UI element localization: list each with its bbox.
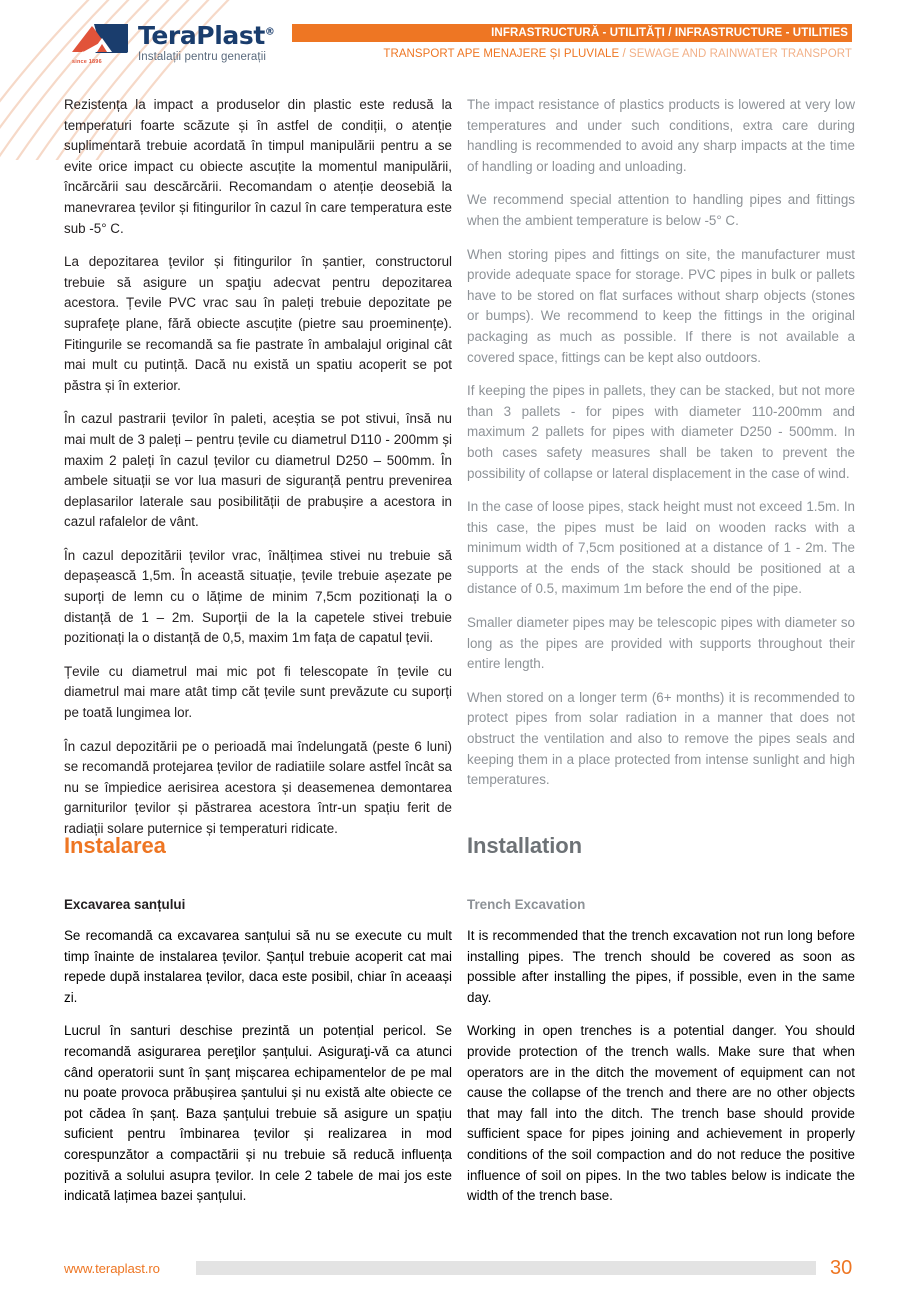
banner-subtitle-en: SEWAGE AND RAINWATER TRANSPORT — [628, 48, 852, 60]
logo-wordmark — [138, 23, 275, 48]
section-installation-english — [467, 833, 855, 1207]
logo-tagline: Instalații pentru generații — [138, 51, 266, 63]
teraplast-logo — [72, 22, 275, 64]
paragraph: Țevile cu diametrul mai mic pot fi telescopate în țevile cu diametrul mai mare atât timp căt țevile sunt prevăzute cu suporți pe toată lungimea lor. — [64, 663, 452, 721]
banner-title-bar — [292, 24, 852, 42]
teraplast-logo-mark-icon — [72, 22, 130, 64]
page-header — [0, 0, 920, 80]
paragraph: În cazul pastrarii țevilor în paleti, aceștia se pot stivui, însă nu mai mult de 3 paleți – pentru țevile cu diametrul D110 - 200mm și maxim 2 paleți în cazul țevilor cu diametrul D250 – 500mm. În ambele situații se vor lua masuri de siguranță pentru prevenirea deplasarilor laterale sau posibilității de prabușire a acestora in cazul rafalelor de vânt. — [64, 411, 452, 530]
paragraph: În cazul depozitării pe o perioadă mai îndelungată (peste 6 luni) se recomandă protejarea țevilor de radiatiile solare astfel încât sa nu se împiedice aerisirea acestora și deasemenea demontarea garniturilor țevilor și păstrarea acestora într-un spațiu ferit de radiații solare puternice și temperaturi ridicate. — [64, 738, 452, 836]
section-title: Installation — [467, 833, 582, 858]
paragraph: Rezistența la impact a produselor din plastic este redusă la temperaturi foarte scăzute și în astfel de condiții, o atenție suplimentară trebuie acordată în timpul manipulării pentru a se evite orice impact cu obiecte ascuțite la momentul manipulării, încărcării sau descărcării. Recomandam o atenție deosebiă la manevrarea țevilor și fitingurilor în cazul în care temperatura este sub -5° C. — [64, 97, 452, 236]
paragraph: When stored on a longer term (6+ months) it is recommended to protect pipes from solar radiation in a manner that does not obstruct the ventilation and also to remove the pipes seals and keeping them in a place protected from intense sunlight and high temperatures. — [467, 689, 855, 788]
paragraph: În cazul depozitării țevilor vrac, înălțimea stivei nu trebuie să depașească 1,5m. În această situație, țevile trebuie așezate pe suporți de lemn cu o lățime de minim 7,5cm pozitionați la o distanță de 1 – 2m. Suporții de la la capetele stivei trebuie pozitionați la o distanță de 0,5, maxim 1m fața de capatul țevii. — [64, 547, 452, 646]
paragraph: It is recommended that the trench excavation not run long before installing pipes. The trench should be covered as soon as possible after installing the pipes, if possible, even in the same day. — [467, 928, 855, 1005]
paragraph: La depozitarea țevilor și fitingurilor în șantier, constructorul trebuie să asigure un spaţiu adecvat pentru depozitarea acestora. Țevile PVC vrac sau în paleți trebuie depozitate pe suprafețe plane, fără obiecte ascuțite (pietre sau proeminențe). Fitingurile se recomandă sa fie pastrate în ambalajul original cât mai mult cu putință. Dacă nu există un spatiu acoperit se pot păstra și în exterior. — [64, 254, 452, 393]
banner-title-text: INFRASTRUCTURĂ - UTILITĂȚI / INFRASTRUCTURE - UTILITIES — [491, 27, 848, 39]
banner-subtitle — [292, 48, 852, 60]
paragraph: When storing pipes and fittings on site, the manufacturer must provide adequate space for storage. PVC pipes in bulk or pallets have to be stored on flat surfaces without sharp objects (stones or bumps). We recommend to keep the fittings in the original packaging as much as possible. If there is not available a covered space, fittings can be kept also outdoors. — [467, 246, 855, 365]
section-installation-romanian — [64, 833, 452, 1207]
paragraph: Lucrul în santuri deschise prezintă un potențial pericol. Se recomandă asigurarea pereţilor șanțului. Asiguraţi-vă ca atunci când operatorii sunt în șanț mișcarea echipamentelor de pe mal nu poate provoca prăbușirea șantului și nu există alte obiecte ce pot cădea în șanț. Baza șanțului trebuie să asigure un spațiu suficient pentru îmbinarea țevilor și realizarea in mod corespunzător a compactării și nu trebuie să reducă influența pozitivă a solului asupra țevilor. In cele 2 tabele de mai jos este indicată lațimea bazei șanțului. — [64, 1023, 452, 1204]
column-english — [467, 95, 855, 791]
banner-subtitle-ro: TRANSPORT APE MENAJERE ȘI PLUVIALE — [383, 48, 620, 60]
page-footer — [0, 1255, 920, 1281]
logo-registered-mark: ® — [264, 26, 275, 38]
section-subtitle: Excavarea sanțului — [64, 897, 186, 912]
logo-wordmark-text: TeraPlast — [138, 21, 265, 50]
section-subtitle: Trench Excavation — [467, 897, 586, 912]
logo-since-label: since 1896 — [72, 59, 102, 65]
column-romanian — [64, 95, 452, 840]
footer-progress-bar — [196, 1261, 816, 1275]
paragraph: Se recomandă ca excavarea sanțului să nu se execute cu mult timp înainte de instalarea țevilor. Șanțul trebuie acoperit cat mai repede după instalarea țevilor, daca este posibil, chiar în aceaași zi. — [64, 928, 452, 1005]
paragraph: Smaller diameter pipes may be telescopic pipes with diameter so long as the pipes are provided with supports throughout their entire length. — [467, 615, 855, 672]
page-number: 30 — [830, 1256, 853, 1279]
paragraph: Working in open trenches is a potential danger. You should provide protection of the trench walls. Make sure that when operators are in the ditch the movement of equipment can not cause the collapse of the trench and there are no other objects that may fall into the ditch. The trench base should provide sufficient space for pipes joining and achievement in properly conditions of the soil compaction and do not reduce the positive influence of soil on pipes. In the two tables below is indicate the width of the trench base. — [467, 1023, 855, 1204]
section-title: Instalarea — [64, 833, 166, 858]
paragraph: If keeping the pipes in pallets, they can be stacked, but not more than 3 pallets - for pipes with diameter 110-200mm and maximum 2 pallets for pipes with diameter D250 - 500mm. In both cases safety measures shall be taken to prevent the possibility of collapse or lateral displacement in the case of wind. — [467, 383, 855, 481]
paragraph: In the case of loose pipes, stack height must not exceed 1.5m. In this case, the pipes must be laid on wooden racks with a minimum width of 7,5cm positioned at a distance of 1 - 2m. The supports at the ends of the stack should be positioned at a distance of 0.5, maximum 1m before the end of the pipe. — [467, 499, 855, 597]
paragraph: We recommend special attention to handling pipes and fittings when the ambient temperature is below -5° C. — [467, 192, 855, 228]
paragraph: The impact resistance of plastics products is lowered at very low temperatures and under such conditions, extra care during handling is recommended to avoid any sharp impacts at the time of handling or loading and unloading. — [467, 97, 855, 174]
footer-website-link[interactable]: www.teraplast.ro — [64, 1260, 160, 1276]
header-banner — [292, 24, 852, 60]
banner-subtitle-separator: / — [619, 48, 629, 60]
